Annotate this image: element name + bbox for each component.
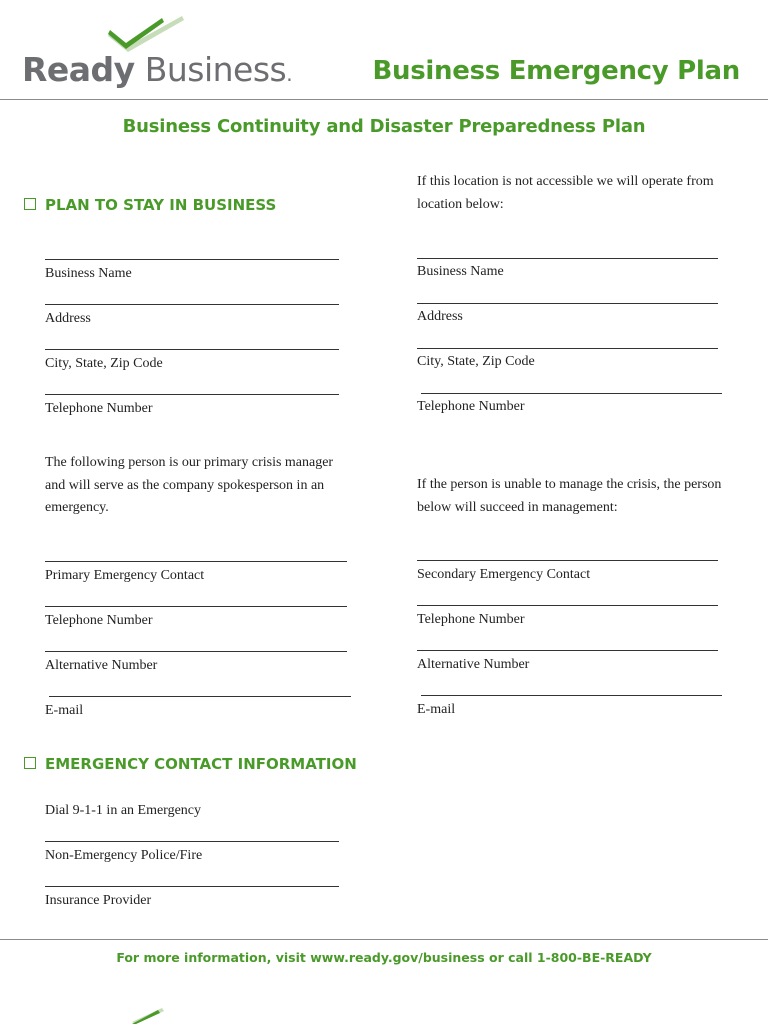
secondary-crisis-intro: If the person is unable to manage the crisis, the person below will succeed in management: [417,477,722,515]
secondary-email-line[interactable] [421,695,722,696]
secondary-telephone-label: Telephone Number [417,612,525,627]
secondary-alt-number-label: Alternative Number [417,657,530,672]
city-state-zip-line[interactable] [45,349,339,350]
primary-telephone-line[interactable] [45,606,347,607]
alt-telephone-label: Telephone Number [417,399,525,414]
non-emergency-label: Non-Emergency Police/Fire [45,848,203,863]
alt-business-name-line[interactable] [417,258,718,259]
business-name-label: Business Name [45,266,132,281]
alternate-location-intro: If this location is not accessible we will operate from location below: [417,174,714,212]
footer-divider [0,939,768,940]
primary-alt-number-label: Alternative Number [45,658,158,673]
section-heading-plan [24,196,276,214]
primary-contact-label: Primary Emergency Contact [45,568,205,583]
checkmark-logo-icon [108,14,188,54]
insurance-label: Insurance Provider [45,893,152,908]
section-heading-emergency-text: EMERGENCY CONTACT INFORMATION [45,755,357,773]
city-state-zip-label: City, State, Zip Code [45,356,163,371]
checkmark-logo-icon [132,1008,172,1024]
business-name-line[interactable] [45,259,339,260]
checkbox-icon[interactable] [24,757,36,769]
alt-city-state-zip-label: City, State, Zip Code [417,354,535,369]
non-emergency-line[interactable] [45,841,339,842]
telephone-label: Telephone Number [45,401,153,416]
address-label: Address [45,311,91,326]
alt-city-state-zip-line[interactable] [417,348,718,349]
insurance-line[interactable] [45,886,339,887]
logo-word-business: Business [144,50,287,89]
section-heading-plan-text: PLAN TO STAY IN BUSINESS [45,196,277,214]
secondary-email-label: E-mail [417,702,456,717]
logo-word-ready: Ready [22,50,135,89]
alt-address-line[interactable] [417,303,718,304]
secondary-telephone-line[interactable] [417,605,718,606]
ready-business-logo [22,14,293,94]
primary-alt-number-line[interactable] [45,651,347,652]
alt-address-label: Address [417,309,463,324]
address-line[interactable] [45,304,339,305]
plan-subtitle: Business Continuity and Disaster Preparedness Plan [122,116,646,137]
secondary-alt-number-line[interactable] [417,650,718,651]
secondary-contact-line[interactable] [417,560,718,561]
footer-info: For more information, visit www.ready.gov/business or call 1-800-BE-READY [116,950,652,965]
section-heading-emergency [24,755,357,773]
secondary-contact-label: Secondary Emergency Contact [417,567,591,582]
dial-911-label: Dial 9-1-1 in an Emergency [45,803,202,818]
primary-crisis-intro: The following person is our primary crisis manager and will serve as the company spokesperson in an emergency. [45,455,334,515]
document-title: Business Emergency Plan [372,56,740,86]
alt-telephone-line[interactable] [421,393,722,394]
header-divider [0,99,768,100]
primary-email-label: E-mail [45,703,84,718]
telephone-line[interactable] [45,394,339,395]
logo-wordmark [22,50,292,89]
logo-dot: . [286,62,293,86]
alt-business-name-label: Business Name [417,264,504,279]
primary-contact-line[interactable] [45,561,347,562]
checkbox-icon[interactable] [24,198,36,210]
primary-email-line[interactable] [49,696,351,697]
primary-telephone-label: Telephone Number [45,613,153,628]
